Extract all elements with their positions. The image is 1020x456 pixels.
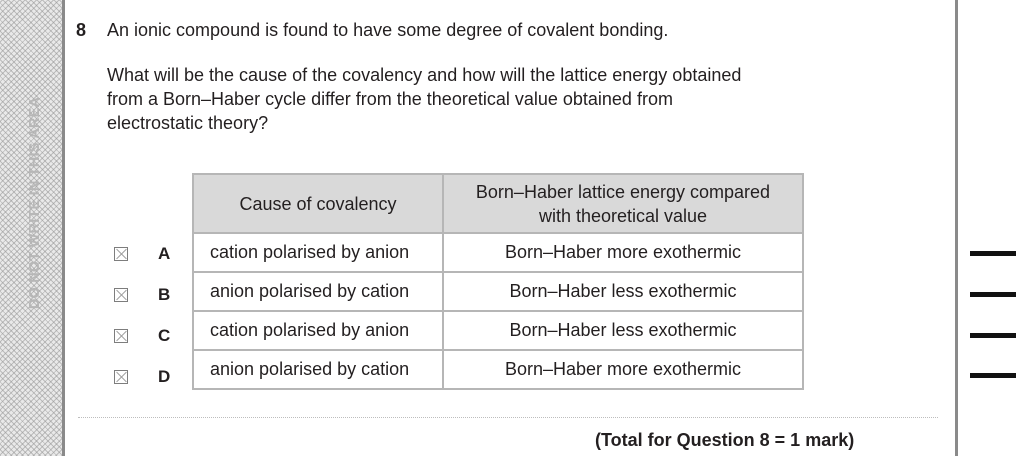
question-total: (Total for Question 8 = 1 mark) bbox=[595, 430, 855, 450]
table-row bbox=[193, 350, 803, 389]
table-row bbox=[193, 311, 803, 350]
option-b-checkbox[interactable] bbox=[114, 288, 128, 302]
energy-cell: Born–Haber less exothermic bbox=[443, 311, 803, 350]
table-row bbox=[193, 272, 803, 311]
energy-cell: Born–Haber more exothermic bbox=[443, 233, 803, 272]
energy-cell: Born–Haber less exothermic bbox=[443, 272, 803, 311]
cause-cell: anion polarised by cation bbox=[193, 272, 443, 311]
table-header-row bbox=[193, 174, 803, 233]
option-d-checkbox[interactable] bbox=[114, 370, 128, 384]
question-number: 8 bbox=[76, 20, 87, 40]
cause-cell: cation polarised by anion bbox=[193, 311, 443, 350]
option-c-letter: C bbox=[158, 326, 171, 345]
answer-line bbox=[970, 333, 1016, 338]
option-d-letter: D bbox=[158, 367, 171, 386]
answer-line bbox=[970, 251, 1016, 256]
energy-cell: Born–Haber more exothermic bbox=[443, 350, 803, 389]
option-a-letter: A bbox=[158, 244, 171, 263]
header-energy-line: with theoretical value bbox=[538, 205, 708, 226]
header-cause: Cause of covalency bbox=[193, 174, 443, 233]
footer-divider bbox=[78, 417, 938, 418]
prompt-line: What will be the cause of the covalency and how will the lattice energy obtained bbox=[107, 65, 742, 85]
table-row bbox=[193, 233, 803, 272]
answer-line bbox=[970, 292, 1016, 297]
cause-cell: cation polarised by anion bbox=[193, 233, 443, 272]
do-not-write-label: DO NOT WRITE IN THIS AREA bbox=[27, 96, 43, 310]
prompt-line: from a Born–Haber cycle differ from the theoretical value obtained from bbox=[107, 89, 673, 109]
answer-line bbox=[970, 373, 1016, 378]
question-prompt bbox=[107, 63, 827, 135]
option-a-checkbox[interactable] bbox=[114, 247, 128, 261]
prompt-line: electrostatic theory? bbox=[107, 113, 269, 133]
option-c-checkbox[interactable] bbox=[114, 329, 128, 343]
question-stem: An ionic compound is found to have some degree of covalent bonding. bbox=[107, 20, 669, 40]
left-margin-border bbox=[62, 0, 65, 456]
cause-cell: anion polarised by cation bbox=[193, 350, 443, 389]
right-margin-strip bbox=[958, 0, 1020, 456]
options-table bbox=[192, 173, 804, 390]
header-energy-line: Born–Haber lattice energy compared bbox=[475, 181, 771, 202]
option-b-letter: B bbox=[158, 285, 171, 304]
header-energy bbox=[443, 174, 803, 233]
